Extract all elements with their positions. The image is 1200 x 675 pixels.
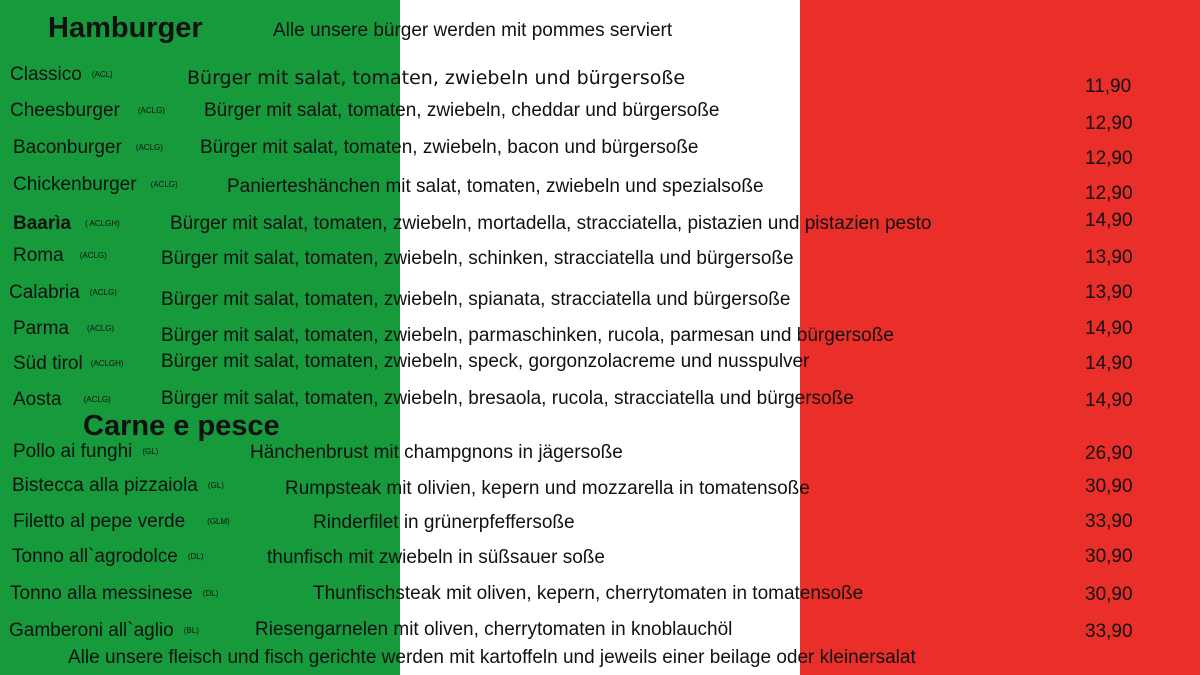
menu-item-name: Tonno all`agrodolce (DL) xyxy=(12,546,204,567)
menu-item-name: Roma (ACLG) xyxy=(13,245,107,266)
allergen-code: (DL) xyxy=(202,589,219,599)
menu-item-price: 26,90 xyxy=(1085,443,1133,464)
menu-item-description: Panierteshänchen mit salat, tomaten, zwiebeln und spezialsoße xyxy=(227,176,764,197)
allergen-code: (ACLG) xyxy=(89,288,117,298)
menu-item-description: Bürger mit salat, tomaten, zwiebeln, schinken, stracciatella und bürgersoße xyxy=(161,248,794,269)
menu-item-price: 12,90 xyxy=(1085,113,1133,134)
allergen-code: (ACLG) xyxy=(86,324,115,334)
allergen-code: (GL) xyxy=(142,447,159,457)
menu-item-price: 30,90 xyxy=(1085,476,1133,497)
menu-item-price: 14,90 xyxy=(1085,318,1133,339)
menu-item-name: Baconburger (ACLG) xyxy=(13,137,163,158)
menu-item-name: Cheesburger (ACLG) xyxy=(10,100,165,121)
menu-item-price: 33,90 xyxy=(1085,511,1133,532)
menu-item-price: 30,90 xyxy=(1085,546,1133,567)
menu-item-name: Calabria (ACLG) xyxy=(9,282,117,303)
menu-item-name: Filetto al pepe verde (GLM) xyxy=(13,511,230,532)
menu-item-name: Gamberoni all`aglio (BL) xyxy=(9,620,199,641)
menu-item-name: Parma (ACLG) xyxy=(13,318,115,339)
menu-item-description: Bürger mit salat, tomaten, zwiebeln, cheddar und bürgersoße xyxy=(204,100,720,121)
allergen-code: (DL) xyxy=(187,552,204,562)
menu-item-name: Chickenburger (ACLG) xyxy=(13,174,178,195)
allergen-code: (ACLG) xyxy=(135,143,163,153)
menu-item-description: Bürger mit salat, tomaten, zwiebeln, mortadella, stracciatella, pistazien und pistazien pesto xyxy=(170,213,932,234)
menu-item-description: Thunfischsteak mit oliven, kepern, cherrytomaten in tomatensoße xyxy=(313,583,864,604)
menu-item-description: Bürger mit salat, tomaten, zwiebeln, bacon und bürgersoße xyxy=(200,137,699,158)
allergen-code: (GL) xyxy=(207,481,224,491)
menu-item-price: 14,90 xyxy=(1085,390,1133,411)
menu-item-price: 14,90 xyxy=(1085,210,1133,231)
menu-item-description: Hänchenbrust mit champgnons in jägersoße xyxy=(250,442,623,463)
allergen-code: (ACLG) xyxy=(137,106,165,116)
carne-title: Carne e pesce xyxy=(83,410,280,442)
menu-item-name: Pollo ai funghi (GL) xyxy=(13,441,159,462)
menu-item-name: Aosta (ACLG) xyxy=(13,389,111,410)
menu-item-price: 14,90 xyxy=(1085,353,1133,374)
menu-item-description: Bürger mit salat, tomaten, zwiebeln und bürgersoße xyxy=(187,67,686,89)
menu-item-price: 12,90 xyxy=(1085,148,1133,169)
menu-item-description: Bürger mit salat, tomaten, zwiebeln, parmaschinken, rucola, parmesan und bürgersoße xyxy=(161,325,894,346)
menu-item-price: 11,90 xyxy=(1085,76,1132,97)
hamburger-title: Hamburger xyxy=(48,12,203,44)
allergen-code: (ACLG) xyxy=(79,251,107,261)
menu-item-description: Bürger mit salat, tomaten, zwiebeln, spianata, stracciatella und bürgersoße xyxy=(161,289,791,310)
menu-item-description: Rumpsteak mit olivien, kepern und mozzarella in tomatensoße xyxy=(285,478,810,499)
carne-footer-note: Alle unsere fleisch und fisch gerichte werden mit kartoffeln und jeweils einer beilage oder kleinersalat xyxy=(68,647,916,668)
allergen-code: (ACL) xyxy=(91,70,113,80)
menu-item-name: Classico (ACL) xyxy=(10,64,113,85)
menu-item-price: 13,90 xyxy=(1085,282,1133,303)
allergen-code: (ACLG) xyxy=(150,180,178,190)
menu-item-description: thunfisch mit zwiebeln in süßsauer soße xyxy=(267,547,605,568)
menu-item-name: Tonno alla messinese (DL) xyxy=(10,583,219,604)
allergen-code: (GLM) xyxy=(207,517,230,527)
menu-item-price: 33,90 xyxy=(1085,621,1133,642)
menu-item-price: 30,90 xyxy=(1085,584,1133,605)
menu-item-description: Rinderfilet in grünerpfeffersoße xyxy=(313,512,575,533)
allergen-code: (ACLG) xyxy=(83,395,111,405)
menu-item-name: Süd tirol (ACLGH) xyxy=(13,353,124,374)
menu-item-price: 13,90 xyxy=(1085,247,1133,268)
menu-item-description: Bürger mit salat, tomaten, zwiebeln, bresaola, rucola, stracciatella und bürgersoße xyxy=(161,388,854,409)
menu-item-description: Riesengarnelen mit oliven, cherrytomaten in knoblauchöl xyxy=(255,619,733,640)
menu-item-description: Bürger mit salat, tomaten, zwiebeln, speck, gorgonzolacreme und nusspulver xyxy=(161,351,810,372)
menu-item-name: Baarìa ( ACLGH) xyxy=(13,213,120,234)
allergen-code: (ACLGH) xyxy=(90,359,124,369)
hamburger-note: Alle unsere bürger werden mit pommes serviert xyxy=(273,20,673,41)
allergen-code: ( ACLGH) xyxy=(85,219,120,229)
allergen-code: (BL) xyxy=(183,626,199,636)
menu-item-name: Bistecca alla pizzaiola (GL) xyxy=(12,475,224,496)
menu-item-price: 12,90 xyxy=(1085,183,1133,204)
